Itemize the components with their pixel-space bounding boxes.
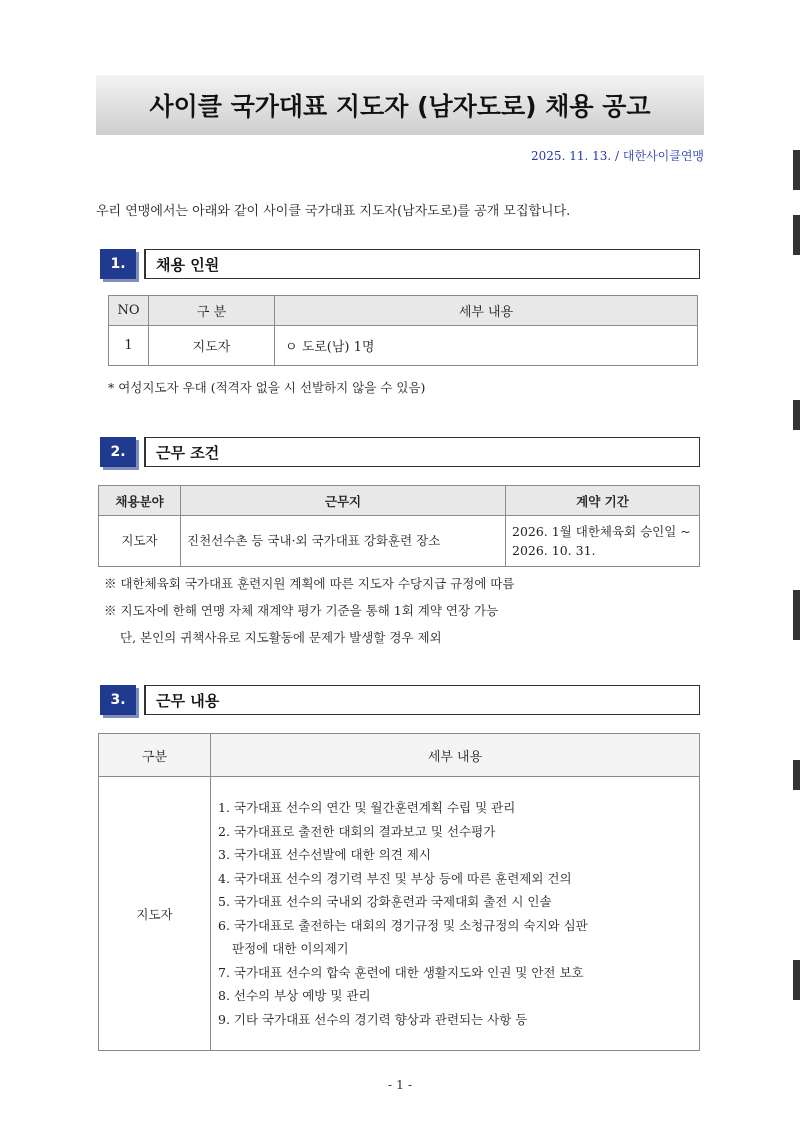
table-cell: 지도자 [99,777,211,1051]
table-header-cell: 근무지 [181,486,506,516]
list-item: 5. 국가대표 선수의 국내외 강화훈련과 국제대회 출전 시 인솔 [218,894,552,909]
table-header-cell: 세부 내용 [211,734,700,777]
intro-text: 우리 연맹에서는 아래와 같이 사이클 국가대표 지도자(남자도로)를 공개 모집합니다. [96,204,571,219]
section-3-number: 3. [100,685,136,715]
edge-mark [793,150,800,190]
list-item: 8. 선수의 부상 예방 및 관리 [218,988,371,1003]
edge-mark [793,960,800,1000]
table-header-cell: 구 분 [149,296,275,326]
edge-mark [793,760,800,790]
list-item: 판정에 대한 이의제기 [232,941,349,956]
section-2-header [100,437,700,467]
edge-mark [793,590,800,640]
list-item: 2. 국가대표로 출전한 대회의 결과보고 및 선수평가 [218,823,496,839]
job-duties-table [98,733,700,1051]
list-item: 7. 국가대표 선수의 합숙 훈련에 대한 생활지도와 인권 및 안전 보호 [218,964,584,980]
list-item: 4. 국가대표 선수의 경기력 부진 및 부상 등에 따른 훈련제외 건의 [218,870,572,886]
table-cell: 1 [109,326,149,366]
section-3-header [100,685,700,715]
table-row [109,326,698,366]
edge-mark [793,215,800,255]
table-header-cell: 채용분야 [99,486,181,516]
table-header-row [99,486,700,516]
table-header-cell: 세부 내용 [275,296,698,326]
section-1-header [100,249,700,279]
duties-cell [211,777,700,1051]
date-and-issuer: 2025. 11. 13. / 대한사이클연맹 [531,149,704,163]
section-3-title: 근무 내용 [144,685,700,715]
section-2-title: 근무 조건 [144,437,700,467]
list-item: 9. 기타 국가대표 선수의 경기력 향상과 관련되는 사항 등 [218,1011,528,1027]
section-2-note: ※ 대한체육회 국가대표 훈련지원 계획에 따른 지도자 수당지급 규정에 따름 [104,576,515,591]
table-cell: ㅇ 도로(남) 1명 [275,326,698,366]
recruitment-table [108,295,698,366]
title-banner [96,75,704,135]
section-1-note: * 여성지도자 우대 (적격자 없을 시 선발하지 않을 수 있음) [108,380,426,395]
list-item: 6. 국가대표로 출전하는 대회의 경기규정 및 소청규정의 숙지와 심판 [218,917,588,933]
table-header-cell: 계약 기간 [506,486,700,516]
list-item: 1. 국가대표 선수의 연간 및 월간훈련계획 수립 및 관리 [218,800,516,815]
section-1-number: 1. [100,249,136,279]
table-row [99,777,700,1051]
table-cell: 진천선수촌 등 국내·외 국가대표 강화훈련 장소 [181,516,506,567]
table-cell: 지도자 [99,516,181,567]
list-item: 3. 국가대표 선수선발에 대한 의견 제시 [218,847,431,862]
edge-mark [793,400,800,430]
table-header-row [109,296,698,326]
section-1-title: 채용 인원 [144,249,700,279]
table-cell: 2026. 1월 대한체육회 승인일 ~ 2026. 10. 31. [506,516,700,567]
table-cell: 지도자 [149,326,275,366]
page-title: 사이클 국가대표 지도자 (남자도로) 채용 공고 [149,92,651,121]
page-number: - 1 - [387,1077,413,1092]
duties-list [212,778,698,1049]
table-header-row [99,734,700,777]
work-conditions-table [98,485,700,567]
table-header-cell: 구분 [99,734,211,777]
section-2-number: 2. [100,437,136,467]
table-header-cell: NO [109,296,149,326]
section-2-note: ※ 지도자에 한해 연맹 자체 재계약 평가 기준을 통해 1회 계약 연장 가능 [104,603,499,618]
table-row [99,516,700,567]
section-2-note: 단, 본인의 귀책사유로 지도활동에 문제가 발생할 경우 제외 [120,630,442,645]
